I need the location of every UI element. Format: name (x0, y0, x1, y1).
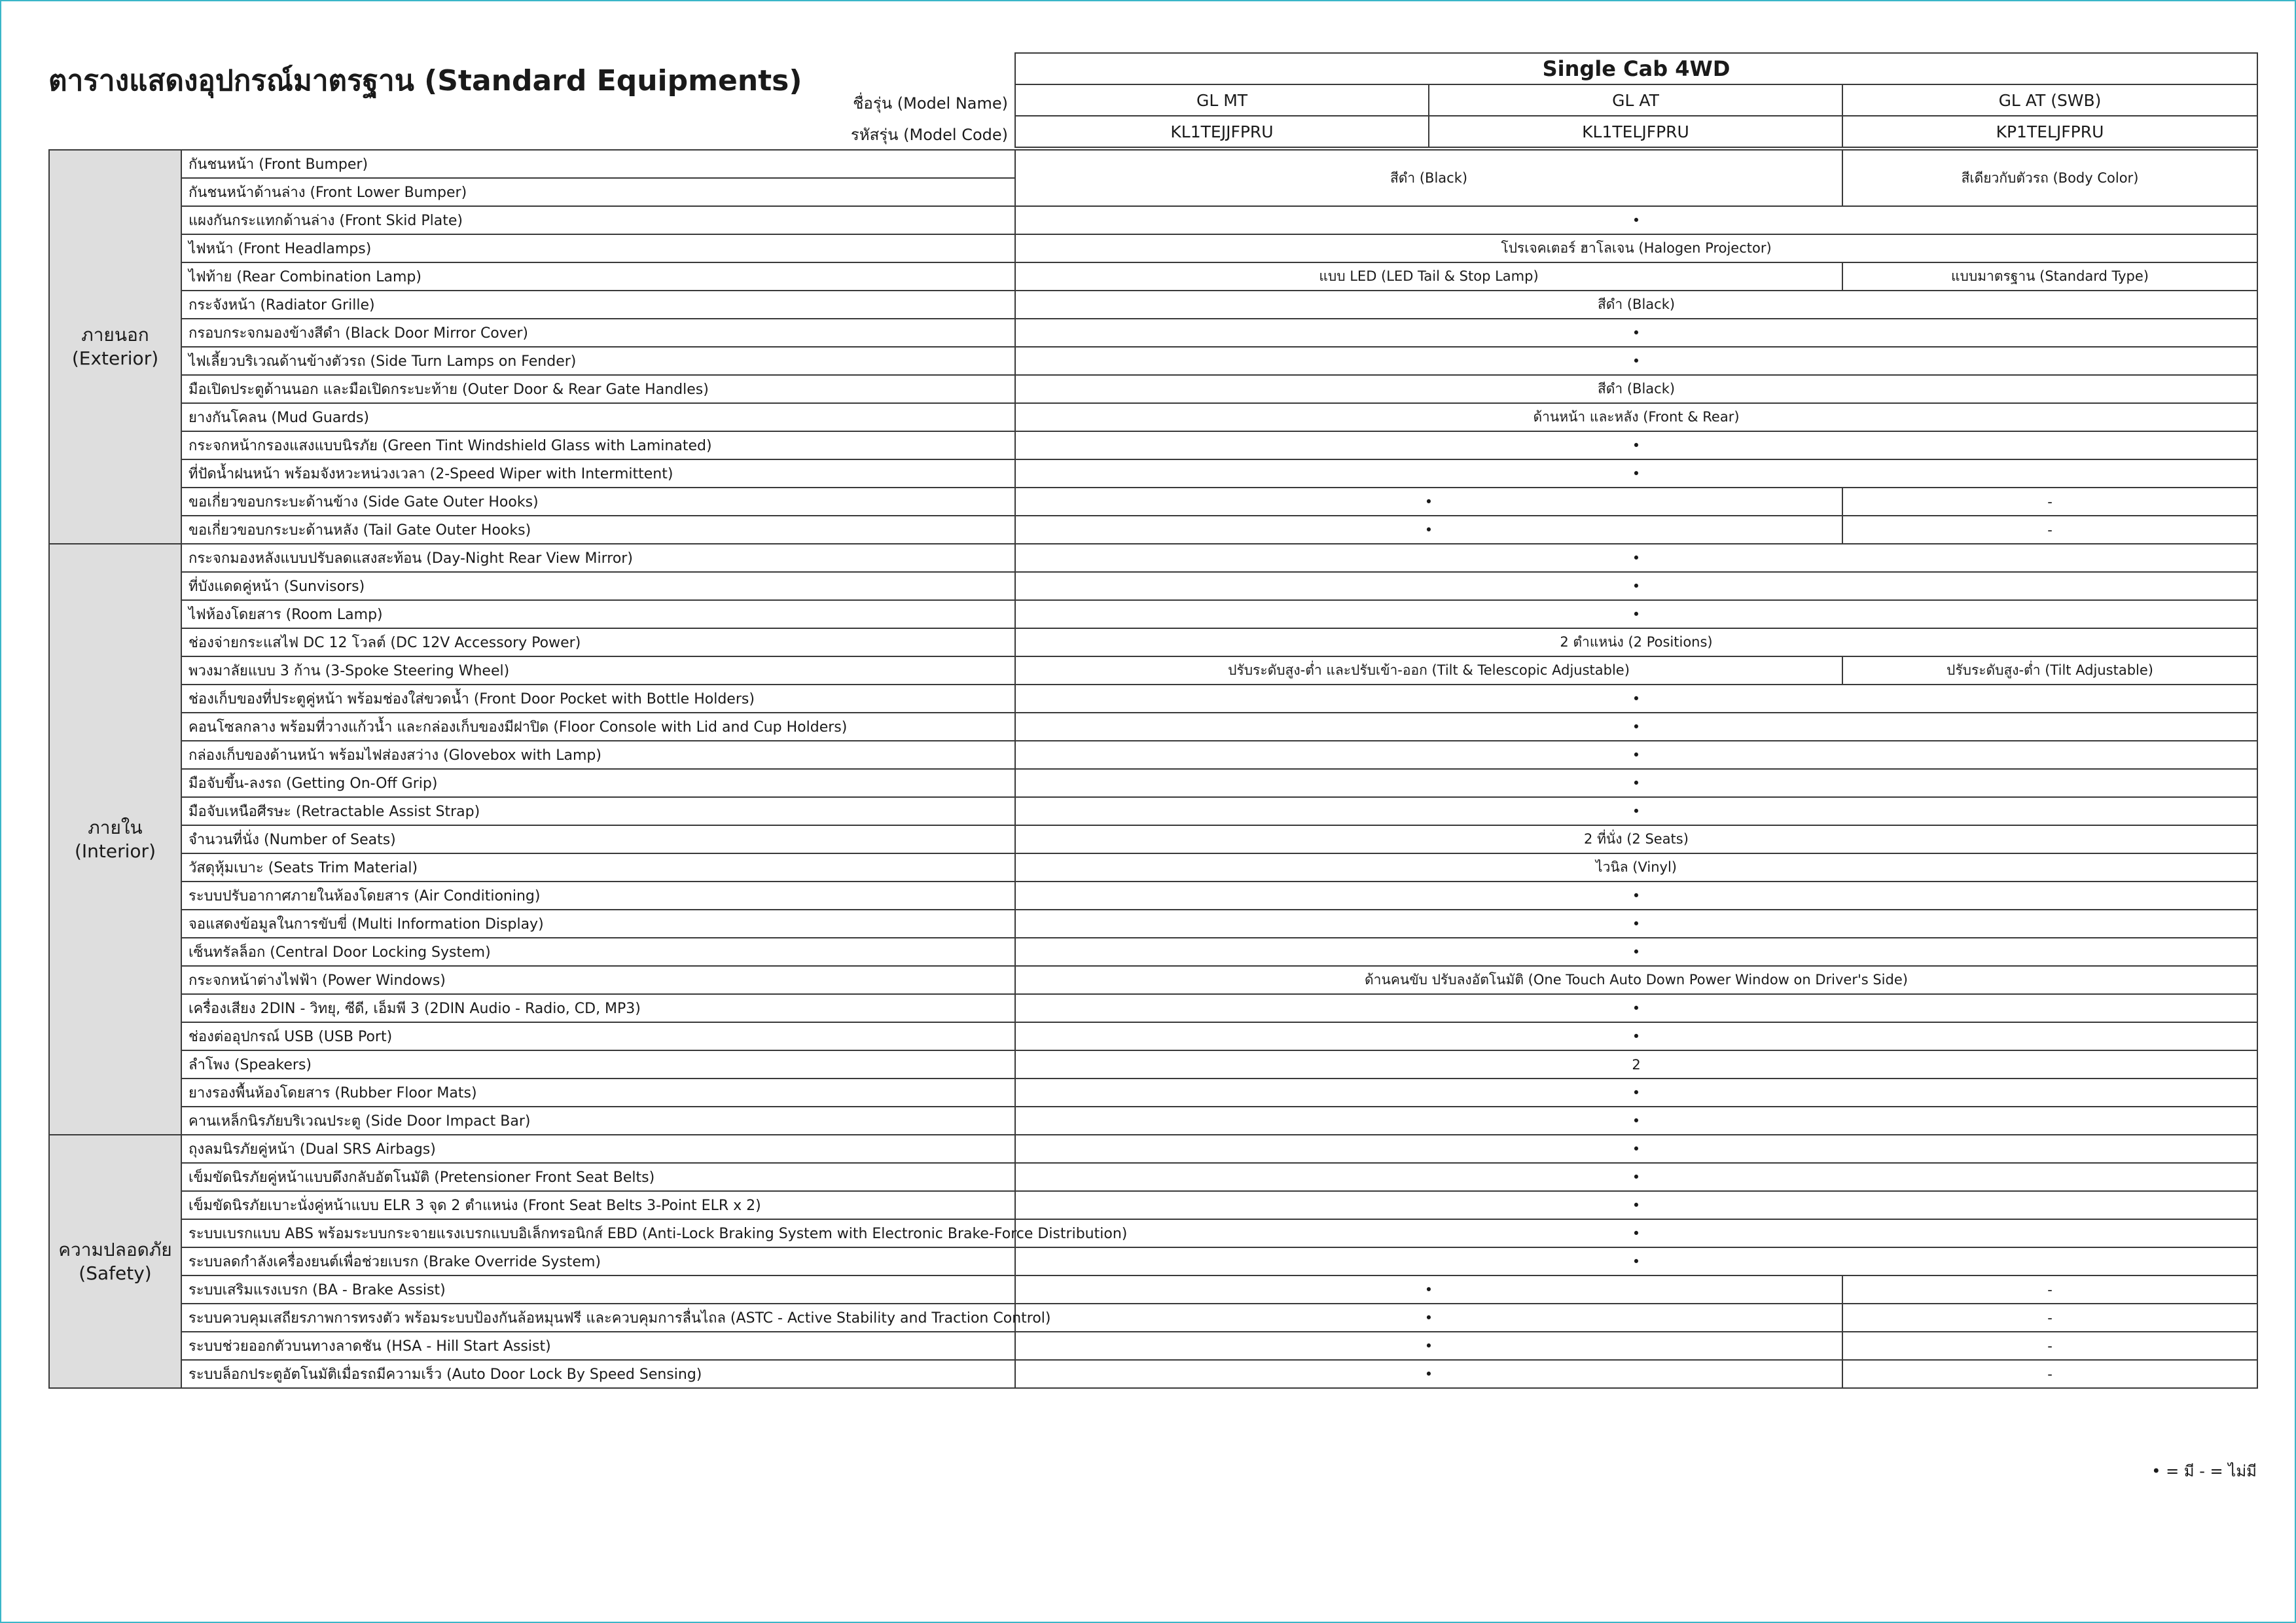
equipment-item: ที่บังแดดคู่หน้า (Sunvisors) (181, 572, 1015, 600)
equipment-value: • (1015, 544, 2257, 572)
equipment-value: โปรเจคเตอร์ ฮาโลเจน (Halogen Projector) (1015, 234, 2257, 262)
model-code: KP1TELJFPRU (1842, 116, 2257, 147)
equipment-item: กันชนหน้า (Front Bumper) (181, 150, 1015, 178)
table-row (49, 488, 2257, 516)
table-row (49, 1163, 2257, 1191)
equipment-item: ยางกันโคลน (Mud Guards) (181, 403, 1015, 431)
table-row (49, 347, 2257, 375)
table-row (49, 234, 2257, 262)
table-row (49, 1219, 2257, 1247)
equipment-value: • (1015, 1360, 1842, 1388)
equipment-value: • (1015, 994, 2257, 1022)
equipment-value: • (1015, 882, 2257, 910)
model-code-label: รหัสรุ่น (Model Code) (850, 126, 1008, 144)
equipment-value: ไวนิล (Vinyl) (1015, 853, 2257, 882)
table-row (49, 1191, 2257, 1219)
table-row (49, 1135, 2257, 1163)
equipment-item: กระจกหน้ากรองแสงแบบนิรภัย (Green Tint Windshield Glass with Laminated) (181, 431, 1015, 459)
equipment-value: ด้านหน้า และหลัง (Front & Rear) (1015, 403, 2257, 431)
equipment-value: • (1015, 938, 2257, 966)
table-row (49, 319, 2257, 347)
table-row (49, 994, 2257, 1022)
table-row (49, 206, 2257, 234)
table-row (49, 600, 2257, 628)
equipment-value: • (1015, 1275, 1842, 1304)
equipment-item: คานเหล็กนิรภัยบริเวณประตู (Side Door Impact Bar) (181, 1107, 1015, 1135)
equipment-item: เข็มขัดนิรภัยเบาะนั่งคู่หน้าแบบ ELR 3 จุด 2 ตำแหน่ง (Front Seat Belts 3-Point ELR x 2) (181, 1191, 1015, 1219)
table-row (49, 516, 2257, 544)
equipment-item: กระจังหน้า (Radiator Grille) (181, 291, 1015, 319)
table-row (49, 1304, 2257, 1332)
table-row (49, 459, 2257, 488)
equipment-value: • (1015, 1163, 2257, 1191)
equipment-item: คอนโซลกลาง พร้อมที่วางแก้วน้ำ และกล่องเก็บของมีฝาปิด (Floor Console with Lid and Cup Holders) (181, 713, 1015, 741)
equipment-item: กล่องเก็บของด้านหน้า พร้อมไฟส่องสว่าง (Glovebox with Lamp) (181, 741, 1015, 769)
equipment-item: ลำโพง (Speakers) (181, 1050, 1015, 1079)
section-label: ความปลอดภัย (Safety) (49, 1135, 181, 1388)
row-labels (720, 88, 1008, 151)
table-row (49, 656, 2257, 685)
equipment-value: • (1015, 1135, 2257, 1163)
equipment-item: ระบบล็อกประตูอัตโนมัติเมื่อรถมีความเร็ว (Auto Door Lock By Speed Sensing) (181, 1360, 1015, 1388)
series-title: Single Cab 4WD (1015, 53, 2257, 84)
equipment-value: • (1015, 572, 2257, 600)
table-row (49, 910, 2257, 938)
equipment-item: จำนวนที่นั่ง (Number of Seats) (181, 825, 1015, 853)
equipment-value: • (1015, 347, 2257, 375)
equipment-value: สีดำ (Black) (1015, 150, 1842, 206)
table-row (49, 431, 2257, 459)
table-row (49, 825, 2257, 853)
equipment-item: ระบบลดกำลังเครื่องยนต์เพื่อช่วยเบรก (Brake Override System) (181, 1247, 1015, 1275)
equipment-item: จอแสดงข้อมูลในการขับขี่ (Multi Information Display) (181, 910, 1015, 938)
model-code: KL1TEJJFPRU (1015, 116, 1429, 147)
equipment-value: • (1015, 741, 2257, 769)
equipment-item: ถุงลมนิรภัยคู่หน้า (Dual SRS Airbags) (181, 1135, 1015, 1163)
equipment-value: • (1015, 516, 1842, 544)
equipment-item: ระบบเสริมแรงเบรก (BA - Brake Assist) (181, 1275, 1015, 1304)
equipment-value: • (1015, 713, 2257, 741)
equipment-value: แบบ LED (LED Tail & Stop Lamp) (1015, 262, 1842, 291)
equipment-item: ขอเกี่ยวขอบกระบะด้านหลัง (Tail Gate Outer Hooks) (181, 516, 1015, 544)
table-row (49, 1247, 2257, 1275)
equipment-value: • (1015, 769, 2257, 797)
equipment-value: สีดำ (Black) (1015, 291, 2257, 319)
table-row (49, 741, 2257, 769)
equipment-item: ไฟท้าย (Rear Combination Lamp) (181, 262, 1015, 291)
model-code: KL1TELJFPRU (1429, 116, 1842, 147)
equipment-value: • (1015, 1247, 2257, 1275)
table-row (49, 403, 2257, 431)
table-row (49, 882, 2257, 910)
table-row (49, 1079, 2257, 1107)
equipment-item: ขอเกี่ยวขอบกระบะด้านข้าง (Side Gate Outer Hooks) (181, 488, 1015, 516)
equipment-item: ไฟหน้า (Front Headlamps) (181, 234, 1015, 262)
equipment-value: • (1015, 459, 2257, 488)
table-row (49, 1332, 2257, 1360)
table-row (49, 291, 2257, 319)
equipment-item: มือจับเหนือศีรษะ (Retractable Assist Strap) (181, 797, 1015, 825)
equipment-value: • (1015, 1079, 2257, 1107)
equipment-item: ระบบช่วยออกตัวบนทางลาดชัน (HSA - Hill Start Assist) (181, 1332, 1015, 1360)
equipment-value: - (1842, 516, 2257, 544)
equipment-value: - (1842, 1304, 2257, 1332)
equipment-item: ช่องต่ออุปกรณ์ USB (USB Port) (181, 1022, 1015, 1050)
equipment-item: เครื่องเสียง 2DIN - วิทยุ, ซีดี, เอ็มพี 3 (2DIN Audio - Radio, CD, MP3) (181, 994, 1015, 1022)
equipment-value: 2 ตำแหน่ง (2 Positions) (1015, 628, 2257, 656)
equipment-item: เซ็นทรัลล็อก (Central Door Locking System) (181, 938, 1015, 966)
equipment-item: ระบบเบรกแบบ ABS พร้อมระบบกระจายแรงเบรกแบบอิเล็กทรอนิกส์ EBD (Anti-Lock Braking System with Electronic Brake-Force Distribution) (181, 1219, 1015, 1247)
section-label: ภายใน (Interior) (49, 544, 181, 1135)
equipment-item: วัสดุหุ้มเบาะ (Seats Trim Material) (181, 853, 1015, 882)
table-row (49, 769, 2257, 797)
equipment-value: • (1015, 910, 2257, 938)
model-header-table (1014, 52, 2258, 148)
equipment-value: • (1015, 685, 2257, 713)
table-row (49, 685, 2257, 713)
section-label: ภายนอก (Exterior) (49, 150, 181, 544)
equipment-item: ที่ปัดน้ำฝนหน้า พร้อมจังหวะหน่วงเวลา (2-Speed Wiper with Intermittent) (181, 459, 1015, 488)
table-row (49, 1050, 2257, 1079)
equipment-item: กันชนหน้าด้านล่าง (Front Lower Bumper) (181, 178, 1015, 206)
equipment-item: เข็มขัดนิรภัยคู่หน้าแบบดึงกลับอัตโนมัติ (Pretensioner Front Seat Belts) (181, 1163, 1015, 1191)
table-row (49, 1275, 2257, 1304)
equipment-value: • (1015, 1107, 2257, 1135)
equipment-item: มือเปิดประตูด้านนอก และมือเปิดกระบะท้าย (Outer Door & Rear Gate Handles) (181, 375, 1015, 403)
equipment-value: สีเดียวกับตัวรถ (Body Color) (1842, 150, 2257, 206)
equipment-item: ยางรองพื้นห้องโดยสาร (Rubber Floor Mats) (181, 1079, 1015, 1107)
equipment-value: ด้านคนขับ ปรับลงอัตโนมัติ (One Touch Auto Down Power Window on Driver's Side) (1015, 966, 2257, 994)
equipment-value: • (1015, 206, 2257, 234)
equipment-value: • (1015, 600, 2257, 628)
equipment-item: มือจับขึ้น-ลงรถ (Getting On-Off Grip) (181, 769, 1015, 797)
equipment-value: • (1015, 797, 2257, 825)
equipment-item: ระบบควบคุมเสถียรภาพการทรงตัว พร้อมระบบป้องกันล้อหมุนฟรี และควบคุมการลื่นไถล (ASTC - Active Stability and Traction Control) (181, 1304, 1015, 1332)
equipment-value: • (1015, 1022, 2257, 1050)
equipment-value: แบบมาตรฐาน (Standard Type) (1842, 262, 2257, 291)
table-row (49, 853, 2257, 882)
equipment-value: - (1842, 488, 2257, 516)
equipment-item: กระจกมองหลังแบบปรับลดแสงสะท้อน (Day-Night Rear View Mirror) (181, 544, 1015, 572)
equipment-value: 2 ที่นั่ง (2 Seats) (1015, 825, 2257, 853)
table-row (49, 713, 2257, 741)
page-title: ตารางแสดงอุปกรณ์มาตรฐาน (Standard Equipments) (48, 64, 802, 98)
equipment-item: ระบบปรับอากาศภายในห้องโดยสาร (Air Conditioning) (181, 882, 1015, 910)
equipment-value: • (1015, 1191, 2257, 1219)
model-name: GL AT (SWB) (1842, 84, 2257, 116)
equipment-item: ไฟเลี้ยวบริเวณด้านข้างตัวรถ (Side Turn Lamps on Fender) (181, 347, 1015, 375)
table-row (49, 628, 2257, 656)
table-row (49, 572, 2257, 600)
table-row (49, 938, 2257, 966)
equipment-table (48, 149, 2258, 1389)
equipment-item: กระจกหน้าต่างไฟฟ้า (Power Windows) (181, 966, 1015, 994)
equipment-value: สีดำ (Black) (1015, 375, 2257, 403)
equipment-value: - (1842, 1275, 2257, 1304)
equipment-value: • (1015, 319, 2257, 347)
table-row (49, 1107, 2257, 1135)
legend: • = มี - = ไม่มี (2151, 1462, 2257, 1480)
table-row (49, 375, 2257, 403)
equipment-value: - (1842, 1332, 2257, 1360)
table-row (49, 150, 2257, 178)
equipment-item: ช่องจ่ายกระแสไฟ DC 12 โวลต์ (DC 12V Accessory Power) (181, 628, 1015, 656)
equipment-value: 2 (1015, 1050, 2257, 1079)
equipment-value: • (1015, 1304, 1842, 1332)
table-row (49, 1022, 2257, 1050)
equipment-item: ไฟห้องโดยสาร (Room Lamp) (181, 600, 1015, 628)
model-name: GL MT (1015, 84, 1429, 116)
equipment-item: กรอบกระจกมองข้างสีดำ (Black Door Mirror Cover) (181, 319, 1015, 347)
equipment-item: ช่องเก็บของที่ประตูคู่หน้า พร้อมช่องใส่ขวดน้ำ (Front Door Pocket with Bottle Holders) (181, 685, 1015, 713)
model-name-label: ชื่อรุ่น (Model Name) (853, 94, 1008, 113)
equipment-item: พวงมาลัยแบบ 3 ก้าน (3-Spoke Steering Wheel) (181, 656, 1015, 685)
model-name: GL AT (1429, 84, 1842, 116)
equipment-value: ปรับระดับสูง-ต่ำ (Tilt Adjustable) (1842, 656, 2257, 685)
equipment-value: - (1842, 1360, 2257, 1388)
table-row (49, 966, 2257, 994)
table-row (49, 262, 2257, 291)
table-row (49, 544, 2257, 572)
equipment-item: แผงกันกระแทกด้านล่าง (Front Skid Plate) (181, 206, 1015, 234)
table-row (49, 1360, 2257, 1388)
equipment-value: • (1015, 488, 1842, 516)
equipment-value: • (1015, 1332, 1842, 1360)
table-row (49, 797, 2257, 825)
equipment-value: • (1015, 431, 2257, 459)
equipment-value: • (1015, 1219, 2257, 1247)
equipment-value: ปรับระดับสูง-ต่ำ และปรับเข้า-ออก (Tilt & Telescopic Adjustable) (1015, 656, 1842, 685)
